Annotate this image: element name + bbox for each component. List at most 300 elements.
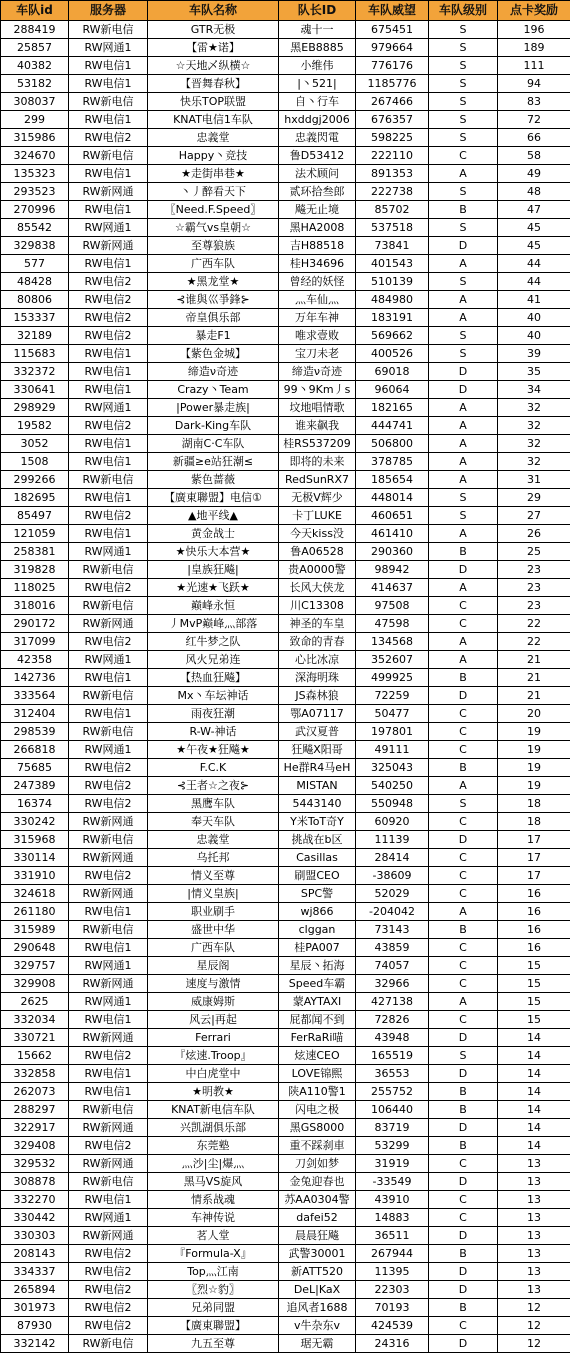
level-cell: D bbox=[429, 1227, 498, 1245]
table-row bbox=[1, 1029, 570, 1047]
level-cell: A bbox=[429, 777, 498, 795]
prestige-cell: 83719 bbox=[356, 1119, 429, 1137]
reward-cell: 35 bbox=[498, 363, 570, 381]
team-name-cell: 帝皇俱乐部 bbox=[148, 309, 279, 327]
reward-cell: 15 bbox=[498, 975, 570, 993]
team-name-cell: KNAT新电信车队 bbox=[148, 1101, 279, 1119]
table-row bbox=[1, 1137, 570, 1155]
prestige-cell: 183191 bbox=[356, 309, 429, 327]
team-name-cell: Ferrari bbox=[148, 1029, 279, 1047]
captain-id-cell: 法术顾问 bbox=[279, 165, 356, 183]
prestige-cell: 598225 bbox=[356, 129, 429, 147]
team-id-cell: 288419 bbox=[1, 21, 69, 39]
server-cell: RW电信2 bbox=[69, 579, 148, 597]
reward-cell: 14 bbox=[498, 1029, 570, 1047]
level-cell: D bbox=[429, 1281, 498, 1299]
table-row bbox=[1, 363, 570, 381]
team-id-cell: 1508 bbox=[1, 453, 69, 471]
prestige-cell: 98942 bbox=[356, 561, 429, 579]
captain-id-cell: Y米ToT奇Y bbox=[279, 813, 356, 831]
captain-id-cell: 鄂A07117 bbox=[279, 705, 356, 723]
level-cell: B bbox=[429, 1137, 498, 1155]
server-cell: RW新电信 bbox=[69, 147, 148, 165]
server-cell: RW电信2 bbox=[69, 777, 148, 795]
level-cell: C bbox=[429, 1191, 498, 1209]
reward-cell: 14 bbox=[498, 1083, 570, 1101]
prestige-cell: 43910 bbox=[356, 1191, 429, 1209]
reward-cell: 45 bbox=[498, 237, 570, 255]
table-row bbox=[1, 579, 570, 597]
team-id-cell: 329838 bbox=[1, 237, 69, 255]
level-cell: S bbox=[429, 327, 498, 345]
team-name-cell: 情系战魂 bbox=[148, 1191, 279, 1209]
team-id-cell: 312404 bbox=[1, 705, 69, 723]
server-cell: RW新电信 bbox=[69, 831, 148, 849]
prestige-cell: 36553 bbox=[356, 1065, 429, 1083]
captain-id-cell: 灬车仙灬 bbox=[279, 291, 356, 309]
captain-id-cell: 长风大侠龙 bbox=[279, 579, 356, 597]
level-cell: B bbox=[429, 921, 498, 939]
server-cell: RW电信1 bbox=[69, 57, 148, 75]
reward-cell: 44 bbox=[498, 255, 570, 273]
team-id-cell: 25857 bbox=[1, 39, 69, 57]
server-cell: RW网通1 bbox=[69, 993, 148, 1011]
level-cell: D bbox=[429, 561, 498, 579]
table-row bbox=[1, 1209, 570, 1227]
team-id-cell: 261180 bbox=[1, 903, 69, 921]
captain-id-cell: 卡丁LUKE bbox=[279, 507, 356, 525]
team-id-cell: 299 bbox=[1, 111, 69, 129]
level-cell: B bbox=[429, 759, 498, 777]
team-id-cell: 290648 bbox=[1, 939, 69, 957]
team-id-cell: 87930 bbox=[1, 1317, 69, 1335]
prestige-cell: 182165 bbox=[356, 399, 429, 417]
server-cell: RW新网通 bbox=[69, 975, 148, 993]
server-cell: RW电信1 bbox=[69, 489, 148, 507]
server-cell: RW电信2 bbox=[69, 327, 148, 345]
table-row bbox=[1, 1065, 570, 1083]
prestige-cell: 134568 bbox=[356, 633, 429, 651]
reward-cell: 58 bbox=[498, 147, 570, 165]
server-cell: RW电信2 bbox=[69, 1281, 148, 1299]
server-cell: RW电信2 bbox=[69, 1317, 148, 1335]
table-row bbox=[1, 1317, 570, 1335]
team-name-cell: 【紫色金城】 bbox=[148, 345, 279, 363]
prestige-cell: 267466 bbox=[356, 93, 429, 111]
reward-cell: 17 bbox=[498, 831, 570, 849]
table-row bbox=[1, 291, 570, 309]
team-name-cell: ★明教★ bbox=[148, 1083, 279, 1101]
level-cell: S bbox=[429, 273, 498, 291]
reward-cell: 23 bbox=[498, 579, 570, 597]
reward-cell: 196 bbox=[498, 21, 570, 39]
table-row bbox=[1, 345, 570, 363]
prestige-cell: 290360 bbox=[356, 543, 429, 561]
team-name-cell: 丶丿醉看天下 bbox=[148, 183, 279, 201]
captain-id-cell: 无极V辉少 bbox=[279, 489, 356, 507]
team-id-cell: 332270 bbox=[1, 1191, 69, 1209]
team-id-cell: 330442 bbox=[1, 1209, 69, 1227]
team-name-cell: 广西车队 bbox=[148, 255, 279, 273]
prestige-cell: 14883 bbox=[356, 1209, 429, 1227]
header-server: 服务器 bbox=[69, 1, 148, 21]
prestige-cell: 32966 bbox=[356, 975, 429, 993]
table-row bbox=[1, 1263, 570, 1281]
table-row bbox=[1, 921, 570, 939]
reward-cell: 14 bbox=[498, 1119, 570, 1137]
table-row bbox=[1, 1299, 570, 1317]
level-cell: A bbox=[429, 471, 498, 489]
captain-id-cell: 自丶行车 bbox=[279, 93, 356, 111]
prestige-cell: 414637 bbox=[356, 579, 429, 597]
server-cell: RW新电信 bbox=[69, 921, 148, 939]
prestige-cell: 43859 bbox=[356, 939, 429, 957]
level-cell: B bbox=[429, 1083, 498, 1101]
captain-id-cell: 晨晨狂飚 bbox=[279, 1227, 356, 1245]
level-cell: C bbox=[429, 939, 498, 957]
table-row bbox=[1, 525, 570, 543]
team-name-cell: ★快乐大本营★ bbox=[148, 543, 279, 561]
reward-cell: 13 bbox=[498, 1191, 570, 1209]
server-cell: RW新电信 bbox=[69, 1173, 148, 1191]
table-row bbox=[1, 453, 570, 471]
server-cell: RW电信1 bbox=[69, 705, 148, 723]
level-cell: A bbox=[429, 525, 498, 543]
reward-cell: 17 bbox=[498, 849, 570, 867]
team-name-cell: ▲地平线▲ bbox=[148, 507, 279, 525]
server-cell: RW电信1 bbox=[69, 1083, 148, 1101]
team-id-cell: 330721 bbox=[1, 1029, 69, 1047]
server-cell: RW电信1 bbox=[69, 363, 148, 381]
captain-id-cell: 深海明珠 bbox=[279, 669, 356, 687]
reward-cell: 18 bbox=[498, 813, 570, 831]
server-cell: RW电信1 bbox=[69, 453, 148, 471]
captain-id-cell: v牛杂东v bbox=[279, 1317, 356, 1335]
table-row bbox=[1, 57, 570, 75]
team-id-cell: 16374 bbox=[1, 795, 69, 813]
table-row bbox=[1, 975, 570, 993]
team-name-cell: ★光速★飞跃★ bbox=[148, 579, 279, 597]
prestige-cell: 352607 bbox=[356, 651, 429, 669]
captain-id-cell: 重不踩刹車 bbox=[279, 1137, 356, 1155]
team-name-cell: 【雷★诺】 bbox=[148, 39, 279, 57]
reward-cell: 49 bbox=[498, 165, 570, 183]
level-cell: A bbox=[429, 417, 498, 435]
prestige-cell: 676357 bbox=[356, 111, 429, 129]
team-name-cell: 【廣東聯盟】 bbox=[148, 1317, 279, 1335]
prestige-cell: 506800 bbox=[356, 435, 429, 453]
prestige-cell: 510139 bbox=[356, 273, 429, 291]
level-cell: A bbox=[429, 309, 498, 327]
team-name-cell: 九五至尊 bbox=[148, 1335, 279, 1353]
team-name-cell: 忠義堂 bbox=[148, 831, 279, 849]
captain-id-cell: 屁都闻不到 bbox=[279, 1011, 356, 1029]
table-row bbox=[1, 813, 570, 831]
server-cell: RW网通1 bbox=[69, 543, 148, 561]
prestige-cell: 11395 bbox=[356, 1263, 429, 1281]
prestige-cell: 222738 bbox=[356, 183, 429, 201]
team-name-cell: 【廣東聯盟】电信① bbox=[148, 489, 279, 507]
level-cell: A bbox=[429, 255, 498, 273]
team-name-cell: 黑鹰车队 bbox=[148, 795, 279, 813]
captain-id-cell: 星辰丶拓海 bbox=[279, 957, 356, 975]
level-cell: S bbox=[429, 507, 498, 525]
level-cell: S bbox=[429, 21, 498, 39]
team-id-cell: 290172 bbox=[1, 615, 69, 633]
captain-id-cell: 99丶9Km丿s bbox=[279, 381, 356, 399]
team-id-cell: 208143 bbox=[1, 1245, 69, 1263]
team-name-cell: ⊰王者☆之夜⊱ bbox=[148, 777, 279, 795]
level-cell: B bbox=[429, 543, 498, 561]
team-id-cell: 266818 bbox=[1, 741, 69, 759]
server-cell: RW电信1 bbox=[69, 165, 148, 183]
captain-id-cell: 琚无霸 bbox=[279, 1335, 356, 1353]
team-name-cell: ⊰谁與巛爭鋒⊱ bbox=[148, 291, 279, 309]
reward-cell: 39 bbox=[498, 345, 570, 363]
table-row bbox=[1, 165, 570, 183]
team-id-cell: 332034 bbox=[1, 1011, 69, 1029]
team-id-cell: 135323 bbox=[1, 165, 69, 183]
reward-cell: 18 bbox=[498, 795, 570, 813]
team-id-cell: 329408 bbox=[1, 1137, 69, 1155]
captain-id-cell: JS森林狼 bbox=[279, 687, 356, 705]
prestige-cell: 378785 bbox=[356, 453, 429, 471]
team-name-cell: 盛世中华 bbox=[148, 921, 279, 939]
prestige-cell: 50477 bbox=[356, 705, 429, 723]
team-id-cell: 322917 bbox=[1, 1119, 69, 1137]
prestige-cell: 1185776 bbox=[356, 75, 429, 93]
team-id-cell: 319828 bbox=[1, 561, 69, 579]
table-row bbox=[1, 939, 570, 957]
team-id-cell: 324670 bbox=[1, 147, 69, 165]
team-id-cell: 330641 bbox=[1, 381, 69, 399]
team-id-cell: 330114 bbox=[1, 849, 69, 867]
level-cell: C bbox=[429, 723, 498, 741]
table-row bbox=[1, 597, 570, 615]
captain-id-cell: 金兔迎春也 bbox=[279, 1173, 356, 1191]
team-id-cell: 15662 bbox=[1, 1047, 69, 1065]
team-id-cell: 247389 bbox=[1, 777, 69, 795]
server-cell: RW电信1 bbox=[69, 381, 148, 399]
reward-cell: 31 bbox=[498, 471, 570, 489]
captain-id-cell: 武警30001 bbox=[279, 1245, 356, 1263]
captain-id-cell: 谁来飙我 bbox=[279, 417, 356, 435]
table-row bbox=[1, 1101, 570, 1119]
server-cell: RW电信1 bbox=[69, 201, 148, 219]
captain-id-cell: FerRaRi喵 bbox=[279, 1029, 356, 1047]
captain-id-cell: DeL|KaX bbox=[279, 1281, 356, 1299]
table-row bbox=[1, 993, 570, 1011]
prestige-cell: 460651 bbox=[356, 507, 429, 525]
header-captain-id: 队长ID bbox=[279, 1, 356, 21]
reward-cell: 13 bbox=[498, 1209, 570, 1227]
captain-id-cell: 神圣的车皇 bbox=[279, 615, 356, 633]
server-cell: RW网通1 bbox=[69, 219, 148, 237]
team-name-cell: 丿MvP巅峰灬部落 bbox=[148, 615, 279, 633]
level-cell: D bbox=[429, 1065, 498, 1083]
team-name-cell: 『Formula-X』 bbox=[148, 1245, 279, 1263]
prestige-cell: -33549 bbox=[356, 1173, 429, 1191]
server-cell: RW网通1 bbox=[69, 39, 148, 57]
team-id-cell: 19582 bbox=[1, 417, 69, 435]
reward-cell: 27 bbox=[498, 507, 570, 525]
reward-cell: 14 bbox=[498, 1101, 570, 1119]
server-cell: RW电信2 bbox=[69, 1245, 148, 1263]
table-row bbox=[1, 1191, 570, 1209]
table-row bbox=[1, 21, 570, 39]
table-row bbox=[1, 111, 570, 129]
team-name-cell: 奉天车队 bbox=[148, 813, 279, 831]
prestige-cell: 165519 bbox=[356, 1047, 429, 1065]
table-row bbox=[1, 1245, 570, 1263]
captain-id-cell: Casillas bbox=[279, 849, 356, 867]
reward-cell: 13 bbox=[498, 1245, 570, 1263]
server-cell: RW电信1 bbox=[69, 669, 148, 687]
team-name-cell: 巅峰永恒 bbox=[148, 597, 279, 615]
server-cell: RW电信1 bbox=[69, 1191, 148, 1209]
table-row bbox=[1, 1227, 570, 1245]
reward-cell: 15 bbox=[498, 1011, 570, 1029]
server-cell: RW新网通 bbox=[69, 1155, 148, 1173]
server-cell: RW新电信 bbox=[69, 1335, 148, 1353]
captain-id-cell: dafei52 bbox=[279, 1209, 356, 1227]
team-id-cell: 48428 bbox=[1, 273, 69, 291]
captain-id-cell: 苏AA0304警 bbox=[279, 1191, 356, 1209]
level-cell: C bbox=[429, 975, 498, 993]
prestige-cell: 73143 bbox=[356, 921, 429, 939]
level-cell: S bbox=[429, 129, 498, 147]
team-id-cell: 75685 bbox=[1, 759, 69, 777]
level-cell: C bbox=[429, 849, 498, 867]
prestige-cell: 197801 bbox=[356, 723, 429, 741]
team-id-cell: 288297 bbox=[1, 1101, 69, 1119]
server-cell: RW电信2 bbox=[69, 291, 148, 309]
team-id-cell: 53182 bbox=[1, 75, 69, 93]
server-cell: RW电信1 bbox=[69, 345, 148, 363]
table-row bbox=[1, 417, 570, 435]
header-row bbox=[1, 1, 570, 21]
team-id-cell: 293523 bbox=[1, 183, 69, 201]
reward-cell: 22 bbox=[498, 615, 570, 633]
captain-id-cell: 曾经的妖怪 bbox=[279, 273, 356, 291]
reward-cell: 21 bbox=[498, 669, 570, 687]
prestige-cell: 325043 bbox=[356, 759, 429, 777]
prestige-cell: -38609 bbox=[356, 867, 429, 885]
level-cell: C bbox=[429, 1155, 498, 1173]
captain-id-cell: 桂RS537209 bbox=[279, 435, 356, 453]
prestige-cell: 36511 bbox=[356, 1227, 429, 1245]
table-row bbox=[1, 327, 570, 345]
captain-id-cell: wj866 bbox=[279, 903, 356, 921]
reward-cell: 45 bbox=[498, 219, 570, 237]
server-cell: RW新网通 bbox=[69, 183, 148, 201]
server-cell: RW电信2 bbox=[69, 417, 148, 435]
level-cell: D bbox=[429, 237, 498, 255]
level-cell: C bbox=[429, 741, 498, 759]
reward-cell: 13 bbox=[498, 1227, 570, 1245]
team-name-cell: ☆霸气vs皇朝☆ bbox=[148, 219, 279, 237]
table-row bbox=[1, 183, 570, 201]
team-id-cell: 299266 bbox=[1, 471, 69, 489]
captain-id-cell: 黑GS8000 bbox=[279, 1119, 356, 1137]
reward-cell: 48 bbox=[498, 183, 570, 201]
table-row bbox=[1, 237, 570, 255]
level-cell: C bbox=[429, 705, 498, 723]
team-id-cell: 153337 bbox=[1, 309, 69, 327]
level-cell: C bbox=[429, 885, 498, 903]
captain-id-cell: 闪电之极 bbox=[279, 1101, 356, 1119]
table-row bbox=[1, 1119, 570, 1137]
captain-id-cell: 今天kiss没 bbox=[279, 525, 356, 543]
prestige-cell: 72259 bbox=[356, 687, 429, 705]
team-name-cell: |Power暴走族| bbox=[148, 399, 279, 417]
prestige-cell: 267944 bbox=[356, 1245, 429, 1263]
captain-id-cell: SPC警 bbox=[279, 885, 356, 903]
team-id-cell: 121059 bbox=[1, 525, 69, 543]
team-id-cell: 315968 bbox=[1, 831, 69, 849]
team-name-cell: 星辰阁 bbox=[148, 957, 279, 975]
prestige-cell: 96064 bbox=[356, 381, 429, 399]
team-id-cell: 298539 bbox=[1, 723, 69, 741]
team-name-cell: 至尊狼族 bbox=[148, 237, 279, 255]
level-cell: A bbox=[429, 165, 498, 183]
team-name-cell: 〖Need.F.Speed〗 bbox=[148, 201, 279, 219]
team-id-cell: 308037 bbox=[1, 93, 69, 111]
server-cell: RW电信2 bbox=[69, 633, 148, 651]
prestige-cell: 43948 bbox=[356, 1029, 429, 1047]
level-cell: S bbox=[429, 75, 498, 93]
server-cell: RW网通1 bbox=[69, 741, 148, 759]
prestige-cell: 11139 bbox=[356, 831, 429, 849]
reward-cell: 17 bbox=[498, 867, 570, 885]
reward-cell: 21 bbox=[498, 651, 570, 669]
team-id-cell: 332372 bbox=[1, 363, 69, 381]
reward-cell: 44 bbox=[498, 273, 570, 291]
server-cell: RW电信2 bbox=[69, 1263, 148, 1281]
captain-id-cell: 宝刀未老 bbox=[279, 345, 356, 363]
table-row bbox=[1, 381, 570, 399]
level-cell: B bbox=[429, 1245, 498, 1263]
server-cell: RW电信2 bbox=[69, 1047, 148, 1065]
team-id-cell: 80806 bbox=[1, 291, 69, 309]
prestige-cell: 675451 bbox=[356, 21, 429, 39]
prestige-cell: 222110 bbox=[356, 147, 429, 165]
header-team-name: 车队名称 bbox=[148, 1, 279, 21]
team-name-cell: 黑马VS旋风 bbox=[148, 1173, 279, 1191]
table-row bbox=[1, 75, 570, 93]
team-name-cell: 『炫速.Troop』 bbox=[148, 1047, 279, 1065]
server-cell: RW电信1 bbox=[69, 939, 148, 957]
team-name-cell: Dark-King车队 bbox=[148, 417, 279, 435]
table-row bbox=[1, 255, 570, 273]
table-body bbox=[1, 21, 570, 1353]
level-cell: S bbox=[429, 489, 498, 507]
table-row bbox=[1, 399, 570, 417]
team-name-cell: 黄金战士 bbox=[148, 525, 279, 543]
reward-cell: 12 bbox=[498, 1317, 570, 1335]
team-name-cell: 【晋舞春秋】 bbox=[148, 75, 279, 93]
captain-id-cell: hxddgj2006 bbox=[279, 111, 356, 129]
level-cell: A bbox=[429, 903, 498, 921]
table-row bbox=[1, 489, 570, 507]
captain-id-cell: 新ATT520 bbox=[279, 1263, 356, 1281]
table-row bbox=[1, 1335, 570, 1353]
reward-cell: 12 bbox=[498, 1299, 570, 1317]
reward-cell: 14 bbox=[498, 1065, 570, 1083]
reward-cell: 21 bbox=[498, 687, 570, 705]
team-id-cell: 318016 bbox=[1, 597, 69, 615]
captain-id-cell: He群R4马eH bbox=[279, 759, 356, 777]
